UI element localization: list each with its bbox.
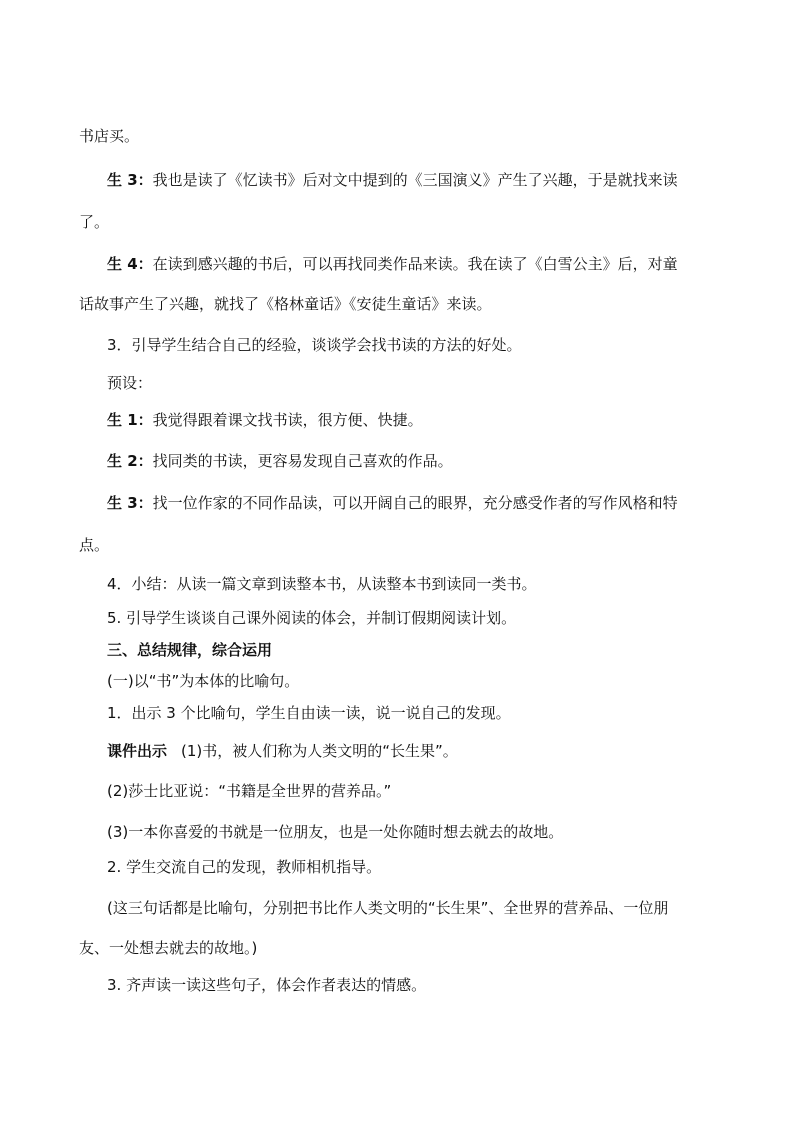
paragraph-line: 课件出示 (1)书，被人们称为人类文明的“长生果”。 <box>107 742 458 760</box>
student-label: 生 3： <box>107 494 153 512</box>
paragraph-line: (这三句话都是比喻句，分别把书比作人类文明的“长生果”、全世界的营养品、一位朋 <box>107 899 669 917</box>
student-label: 生 4： <box>107 255 153 273</box>
student-label: 生 3： <box>107 171 153 189</box>
paragraph-line: 点。 <box>79 536 110 554</box>
paragraph-line: (一)以“书”为本体的比喻句。 <box>107 672 300 690</box>
paragraph-line: 生 2：找同类的书读，更容易发现自己喜欢的作品。 <box>107 452 453 470</box>
paragraph-line: 了。 <box>79 213 110 231</box>
paragraph-line: 友、一处想去就去的故地。) <box>79 939 258 957</box>
paragraph-line: 生 4：在读到感兴趣的书后，可以再找同类作品来读。我在读了《白雪公主》后，对童 <box>107 255 678 273</box>
paragraph-line: 生 3：找一位作家的不同作品读，可以开阔自己的眼界，充分感受作者的写作风格和特 <box>107 494 678 512</box>
section-heading: 三、总结规律，综合运用 <box>107 641 273 659</box>
paragraph-line: 1．出示 3 个比喻句，学生自由读一读，说一说自己的发现。 <box>107 704 511 722</box>
paragraph-line: 3. 齐声读一读这些句子，体会作者表达的情感。 <box>107 976 427 994</box>
paragraph-line: 书店买。 <box>79 127 140 145</box>
paragraph-line: 生 3：我也是读了《忆读书》后对文中提到的《三国演义》产生了兴趣，于是就找来读 <box>107 171 678 189</box>
paragraph-line: 4．小结：从读一篇文章到读整本书，从读整本书到读同一类书。 <box>107 575 537 593</box>
paragraph-line: 5. 引导学生谈谈自己课外阅读的体会，并制订假期阅读计划。 <box>107 609 517 627</box>
paragraph-line: 2. 学生交流自己的发现，教师相机指导。 <box>107 858 382 876</box>
paragraph-line: 3．引导学生结合自己的经验，谈谈学会找书读的方法的好处。 <box>107 336 522 354</box>
paragraph-line: (3)一本你喜爱的书就是一位朋友，也是一处你随时想去就去的故地。 <box>107 823 564 841</box>
paragraph-line: 生 1：我觉得跟着课文找书读，很方便、快捷。 <box>107 411 423 429</box>
paragraph-line: (2)莎士比亚说：“书籍是全世界的营养品。” <box>107 782 392 800</box>
paragraph-line: 预设： <box>107 374 153 392</box>
student-label: 生 1： <box>107 411 153 429</box>
courseware-label: 课件出示 <box>107 742 168 760</box>
paragraph-line: 话故事产生了兴趣，就找了《格林童话》《安徒生童话》来读。 <box>79 295 492 313</box>
student-label: 生 2： <box>107 452 153 470</box>
